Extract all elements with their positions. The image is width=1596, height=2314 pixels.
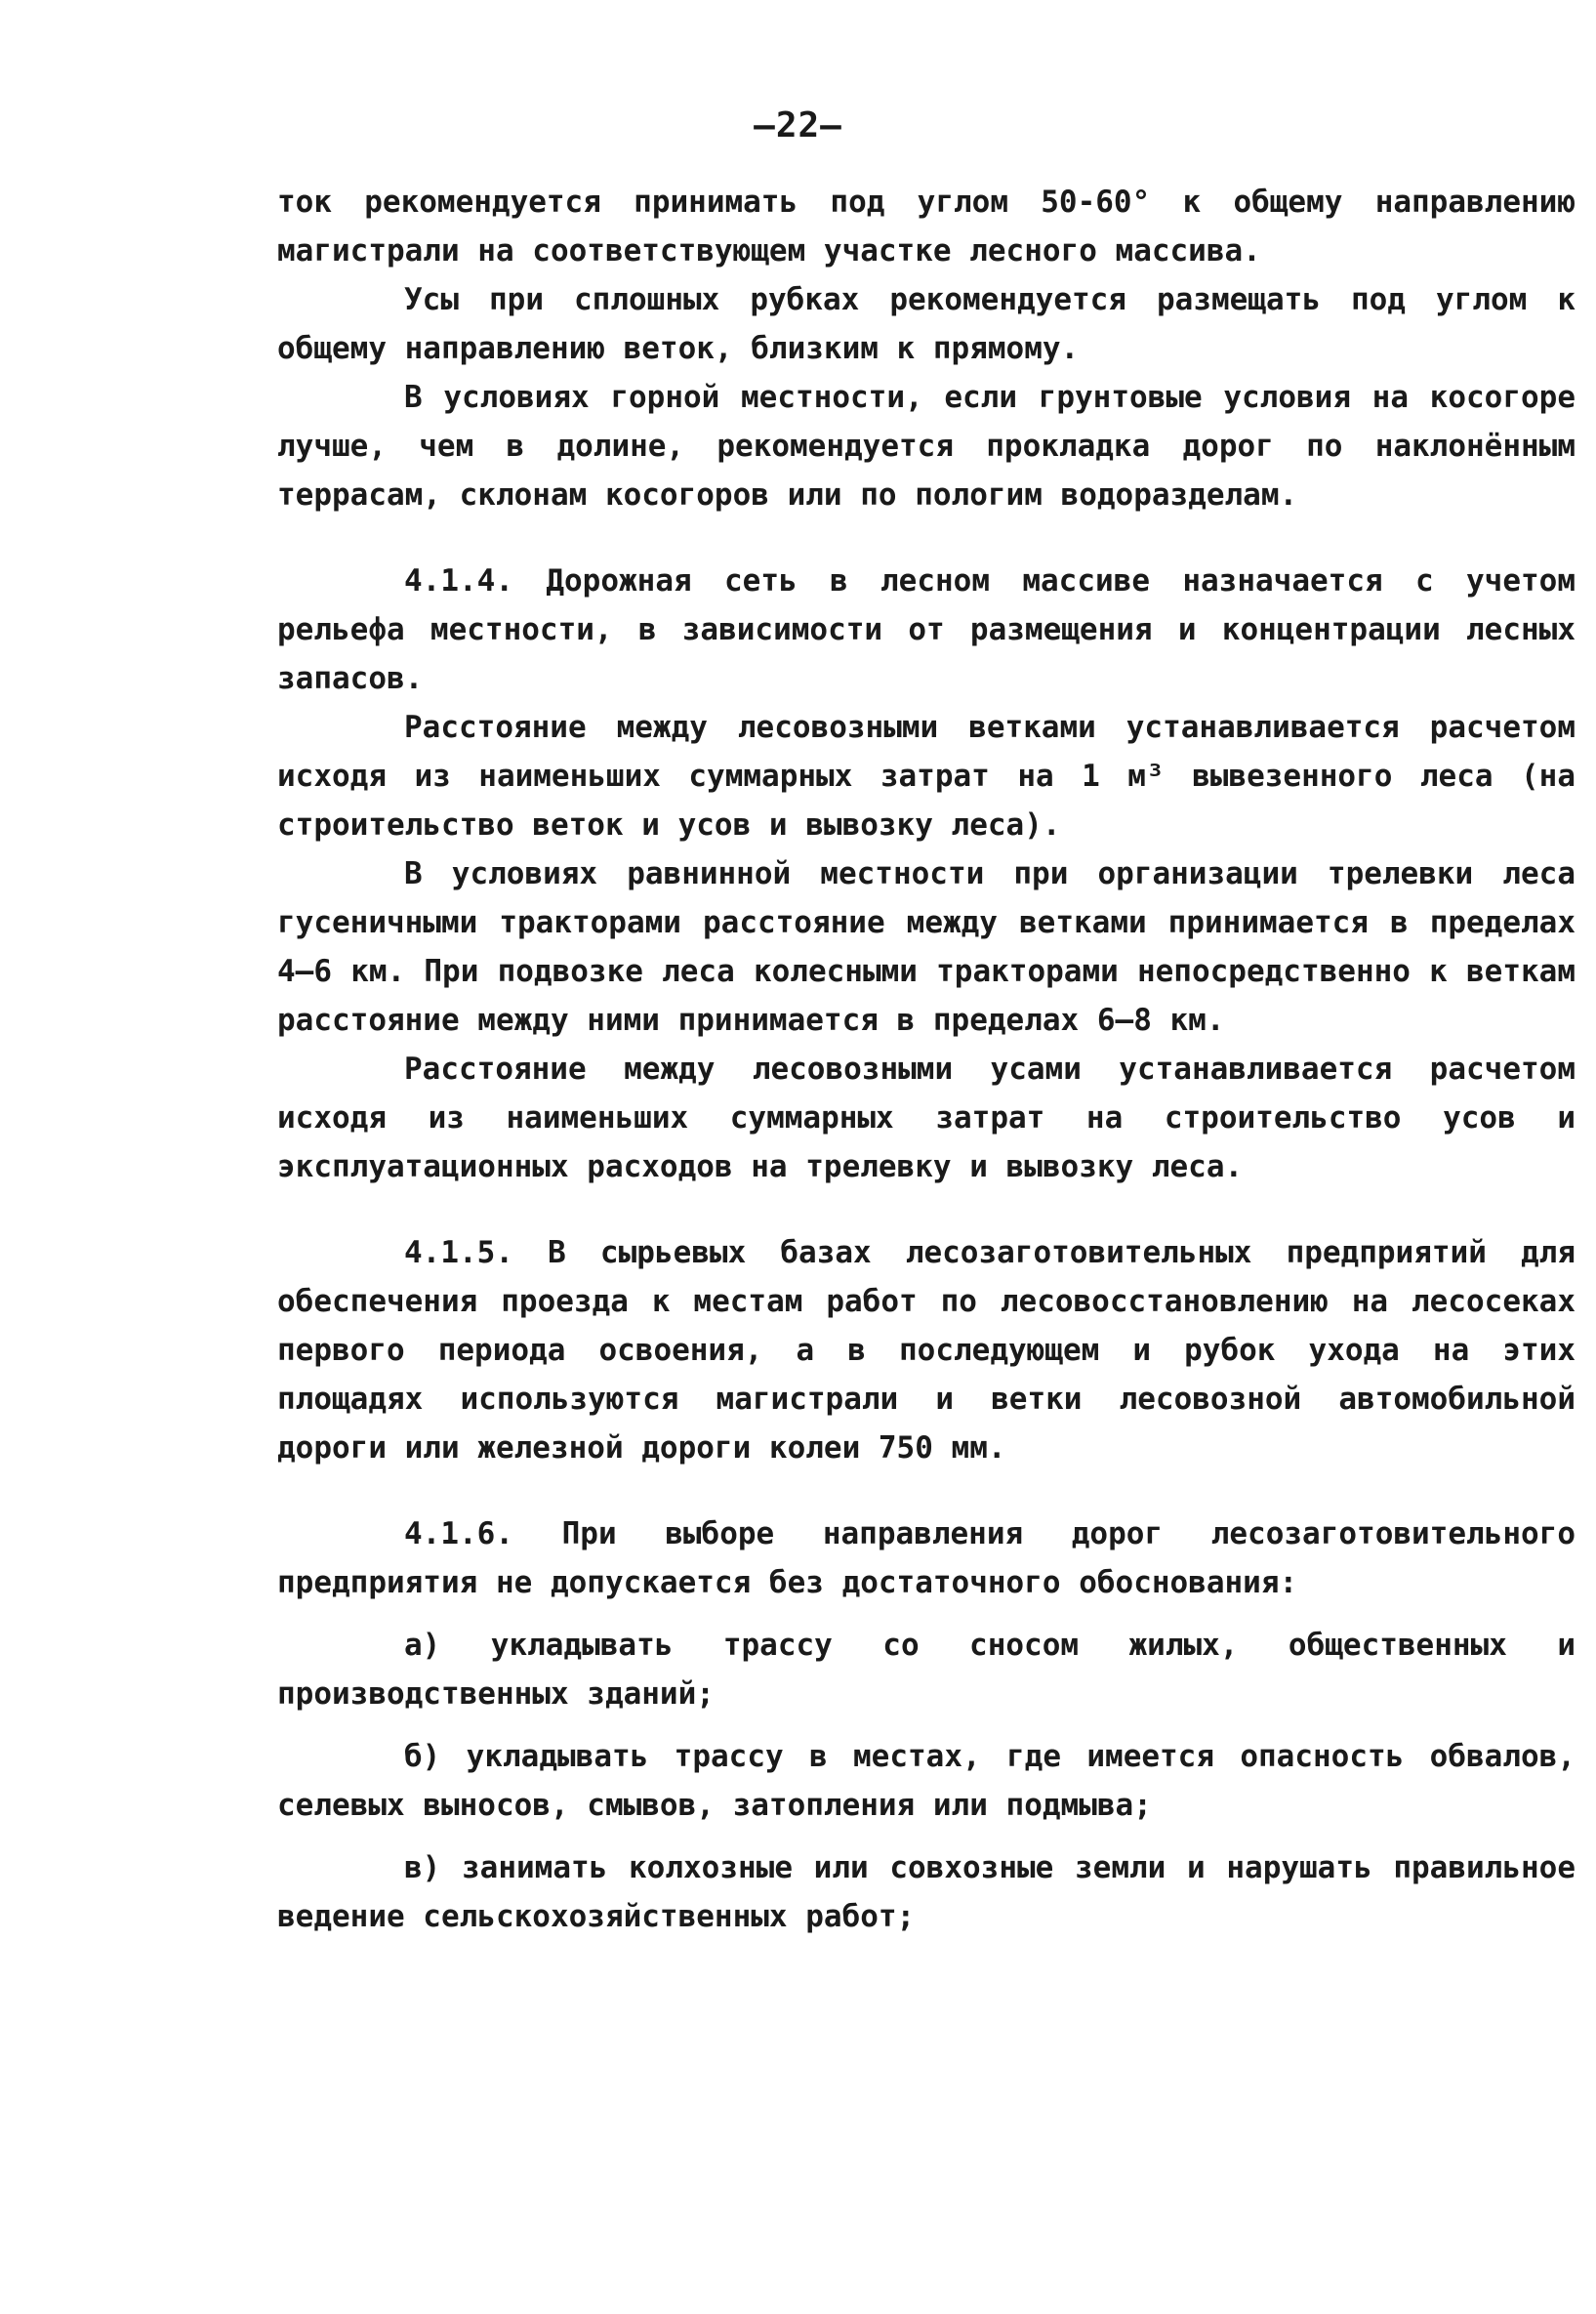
list-item-b: б) укладывать трассу в местах, где имеется опасность обвалов, селевых выносов, смывов, затопления или подмыва; [277, 1739, 1576, 1823]
paragraph-spurs-angle: Усы при сплошных рубках рекомендуется размещать под углом к общему направлению веток, близким к прямому. [277, 282, 1576, 366]
page-number: —22— [754, 105, 842, 145]
list-item-a: а) укладывать трассу со сносом жилых, общественных и производственных зданий; [277, 1628, 1576, 1712]
list-item-v: в) занимать колхозные или совхозные земли и нарушать правильное ведение сельскохозяйственных работ; [277, 1850, 1576, 1934]
paragraph-spur-distance: Расстояние между лесовозными усами устанавливается расчетом исходя из наименьших суммарных затрат на строительство усов и эксплуатационных расходов на трелевку и вывозку леса. [277, 1052, 1576, 1184]
paragraph-mountain-conditions: В условиях горной местности, если грунтовые условия на косогоре лучше, чем в долине, рекомендуется прокладка дорог по наклонённым террасам, склонам косогоров или по пологим водоразделам. [277, 380, 1576, 513]
section-4-1-4: 4.1.4. Дорожная сеть в лесном массиве назначается с учетом рельефа местности, в зависимости от размещения и концентрации лесных запасов. [277, 563, 1576, 696]
body-text [277, 178, 1576, 1941]
paragraph-branch-distance: Расстояние между лесовозными ветками устанавливается расчетом исходя из наименьших суммарных затрат на 1 м³ вывезенного леса (на строительство веток и усов и вывозку леса). [277, 710, 1576, 843]
paragraph-continuation: ток рекомендуется принимать под углом 50-60° к общему направлению магистрали на соответствующем участке лесного массива. [277, 185, 1576, 269]
paragraph-plain-terrain: В условиях равнинной местности при организации трелевки леса гусеничными тракторами расстояние между ветками принимается в пределах 4–6 км. При подвозке леса колесными тракторами непосредственно к веткам расстояние между ними принимается в пределах 6–8 км. [277, 856, 1576, 1038]
section-4-1-5: 4.1.5. В сырьевых базах лесозаготовительных предприятий для обеспечения проезда к местам работ по лесовосстановлению на лесосеках первого периода освоения, а в последующем и рубок ухода на этих площадях используются магистрали и ветки лесовозной автомобильной дороги или железной дороги колеи 750 мм. [277, 1235, 1576, 1466]
section-4-1-6: 4.1.6. При выборе направления дорог лесозаготовительного предприятия не допускается без достаточного обоснования: [277, 1516, 1576, 1600]
